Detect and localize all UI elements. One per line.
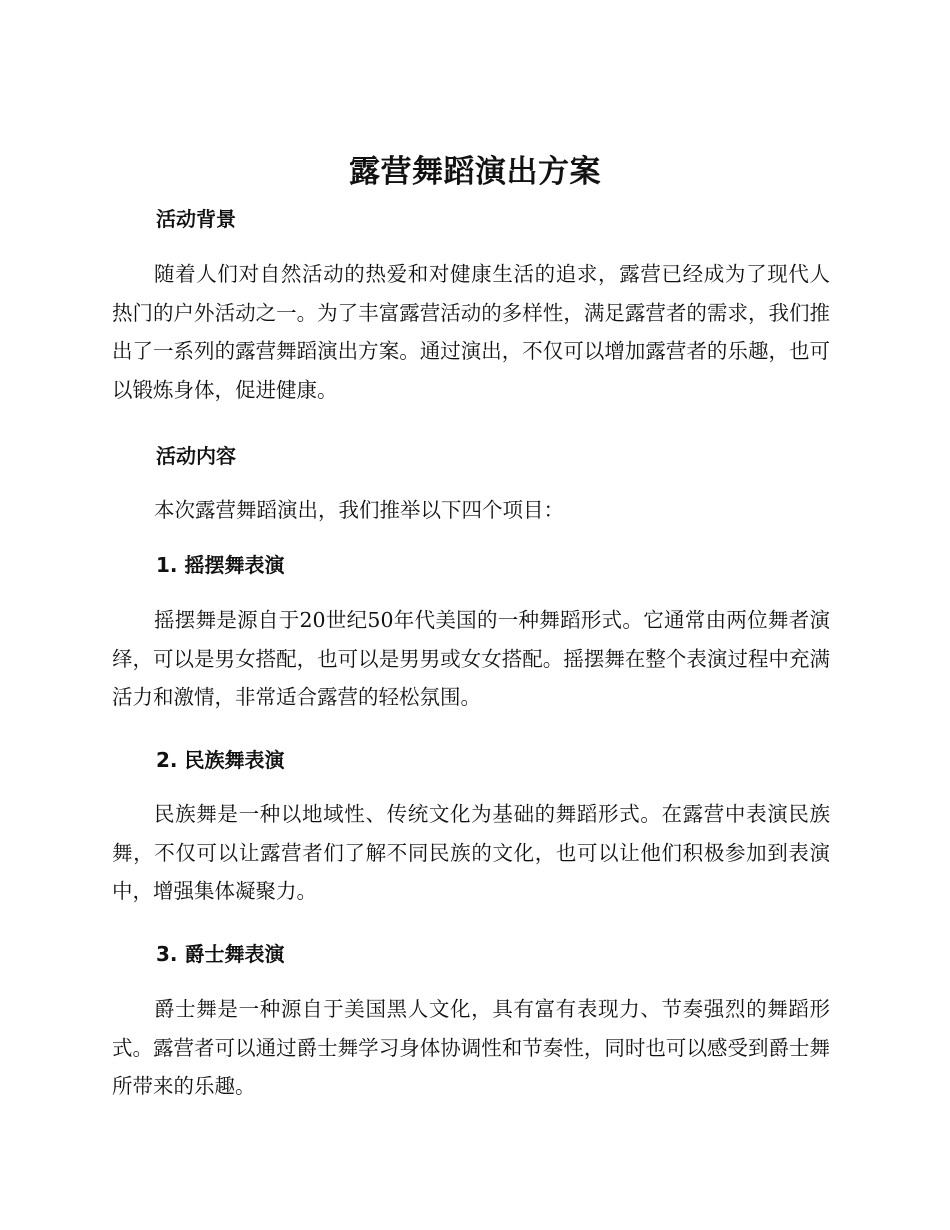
paragraph-folk-dance: 民族舞是一种以地域性、传统文化为基础的舞蹈形式。在露营中表演民族舞，不仅可以让露营者们了解不同民族的文化，也可以让他们积极参加到表演中，增强集体凝聚力。 xyxy=(112,802,830,904)
section-heading-content: 活动内容 xyxy=(156,444,236,468)
paragraph-jazz-dance: 爵士舞是一种源自于美国黑人文化，具有富有表现力、节奏强烈的舞蹈形式。露营者可以通过爵士舞学习身体协调性和节奏性，同时也可以感受到爵士舞所带来的乐趣。 xyxy=(112,997,830,1099)
document-title: 露营舞蹈演出方案 xyxy=(349,154,601,190)
section-heading-jazz-dance: 3. 爵士舞表演 xyxy=(156,942,285,966)
paragraph-swing-dance: 摇摆舞是源自于20世纪50年代美国的一种舞蹈形式。它通常由两位舞者演绎，可以是男女搭配，也可以是男男或女女搭配。摇摆舞在整个表演过程中充满活力和激情，非常适合露营的轻松氛围。 xyxy=(112,608,830,710)
paragraph-background: 随着人们对自然活动的热爱和对健康生活的追求，露营已经成为了现代人热门的户外活动之一。为了丰富露营活动的多样性，满足露营者的需求，我们推出了一系列的露营舞蹈演出方案。通过演出，不仅可以增加露营者的乐趣，也可以锻炼身体，促进健康。 xyxy=(112,262,830,403)
section-heading-background: 活动背景 xyxy=(156,207,236,231)
section-heading-swing-dance: 1. 摇摆舞表演 xyxy=(156,553,285,577)
section-heading-folk-dance: 2. 民族舞表演 xyxy=(156,748,285,772)
paragraph-content-intro: 本次露营舞蹈演出，我们推举以下四个项目： xyxy=(154,498,564,522)
